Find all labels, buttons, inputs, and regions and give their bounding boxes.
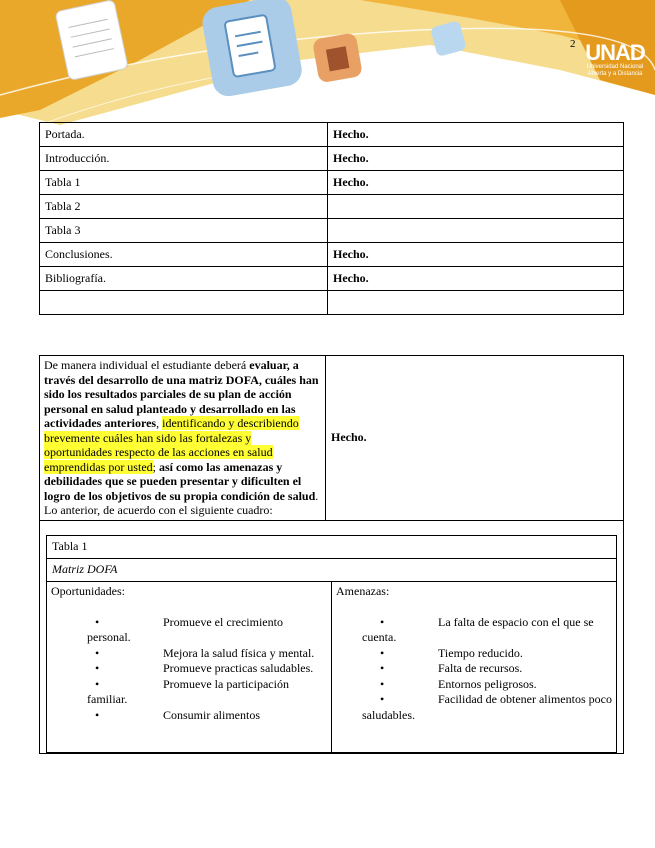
threats-list [336, 615, 612, 724]
logo-subtitle-1: Universidad Nacional [586, 64, 644, 70]
bullet-icon: • [95, 676, 100, 691]
bullet-icon: • [380, 645, 385, 660]
book-icon [312, 32, 363, 83]
task-table [39, 355, 624, 754]
task-text: De manera individual el estudiante deberá [44, 358, 250, 372]
checklist-status: Hecho. [328, 171, 624, 195]
task-text-highlight: identificando y describiendo brevemente cuáles han sido las fortalezas y oportunidades respecto de las acciones en salud emprendidas por usted [44, 416, 299, 474]
checklist-status: Hecho. [328, 267, 624, 291]
dofa-container [40, 520, 624, 753]
dofa-table [46, 535, 617, 753]
bullet-icon: • [380, 661, 385, 675]
task-text: . Lo anterior, de acuerdo con el siguiente cuadro: [44, 488, 319, 517]
opportunities-cell [47, 581, 332, 752]
table-row [47, 558, 617, 581]
table-row [47, 535, 617, 558]
list-item: • La falta de espacio con el que se cuenta. [362, 614, 594, 644]
task-description [40, 356, 326, 521]
checklist-status [328, 219, 624, 243]
header-decoration [0, 0, 655, 125]
bullet-icon: • [95, 661, 100, 675]
checklist-item [40, 291, 328, 315]
page-header [0, 0, 655, 125]
dofa-label: Tabla 1 [47, 535, 617, 558]
dofa-title: Matriz DOFA [47, 558, 617, 581]
table-row [40, 243, 624, 267]
checklist-table [39, 122, 624, 315]
bullet-icon: • [95, 614, 100, 629]
list-item: • Mejora la salud física y mental. [95, 645, 315, 660]
list-item: • Promueve el crecimiento personal. [87, 614, 283, 644]
clipboard-icon [200, 0, 304, 99]
bullet-icon: • [95, 707, 100, 722]
task-text-bold: evaluar, a través del desarrollo de una matriz DOFA, cuáles han sido los resultados parciales de su plan de acción personal en salud planteado y desarrollado en las actividades anteriores [44, 358, 319, 430]
task-status: Hecho. [326, 356, 624, 521]
unad-logo [580, 42, 650, 78]
checklist-status [328, 291, 624, 315]
threats-header: Amenazas: [336, 583, 390, 598]
list-item: • Facilidad de obtener alimentos poco saludables. [362, 692, 612, 722]
checklist-item: Portada. [40, 123, 328, 147]
checklist-item: Tabla 2 [40, 195, 328, 219]
checklist-status [328, 195, 624, 219]
logo-name: UNAD [585, 40, 645, 65]
list-item: • Consumir alimentos [95, 707, 260, 722]
list-item: • Promueve practicas saludables. [95, 661, 314, 675]
table-row [47, 581, 617, 752]
table-row [40, 171, 624, 195]
checklist-status: Hecho. [328, 147, 624, 171]
task-text: ; [152, 459, 159, 474]
checklist-item: Introducción. [40, 147, 328, 171]
table-row [40, 123, 624, 147]
bullet-icon: • [380, 614, 385, 629]
list-item: • Entornos peligrosos. [380, 676, 537, 691]
threats-cell [332, 581, 617, 752]
table-row [40, 520, 624, 753]
table-row [40, 219, 624, 243]
table-row [40, 356, 624, 521]
opportunities-header: Oportunidades: [51, 583, 125, 598]
list-item: • Tiempo reducido. [380, 645, 523, 660]
table-row [40, 267, 624, 291]
task-text: , [156, 416, 163, 430]
checklist-item: Bibliografía. [40, 267, 328, 291]
checklist-status: Hecho. [328, 123, 624, 147]
logo-subtitle-2: Abierta y a Distancia [587, 71, 643, 77]
task-text-bold: así como las amenazas y debilidades que se pueden presentar y dificulten el logro de los objetivos de su propia condición de salud [44, 459, 316, 503]
table-row [40, 291, 624, 315]
list-item: • Promueve la participación familiar. [87, 676, 289, 706]
opportunities-list [51, 615, 327, 724]
bullet-icon: • [95, 645, 100, 660]
bullet-icon: • [380, 692, 385, 706]
list-item: • Falta de recursos. [380, 661, 523, 675]
page-number: 2 [570, 38, 576, 50]
checklist-item: Tabla 3 [40, 219, 328, 243]
bullet-icon: • [380, 676, 385, 691]
checklist-item: Tabla 1 [40, 171, 328, 195]
checklist-status: Hecho. [328, 243, 624, 267]
table-row [40, 195, 624, 219]
checklist-item: Conclusiones. [40, 243, 328, 267]
table-row [40, 147, 624, 171]
